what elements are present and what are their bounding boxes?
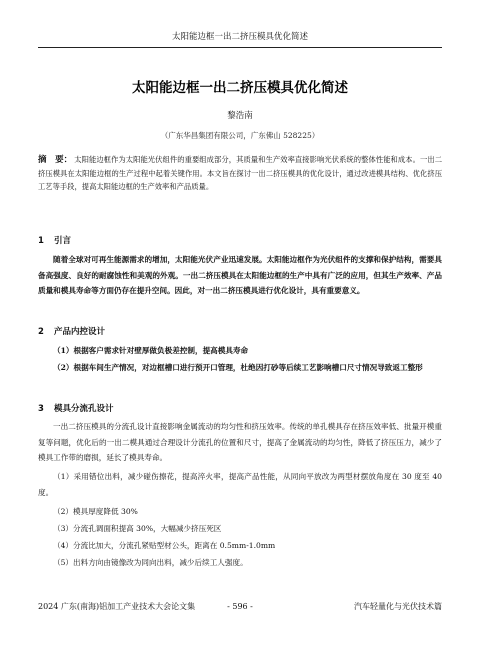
section-title: 产品内控设计 xyxy=(54,327,106,337)
control-item-2: （2）根据车间生产情况，对边框槽口进行预开口管理，杜绝因打砂等后续工艺影响槽口尺寸情况导致返工整形 xyxy=(53,363,423,372)
section-title: 引言 xyxy=(54,236,72,246)
section-number: 1 xyxy=(38,236,44,246)
control-item-1: （1）根据客户需求针对壁厚做负极差控制，提高模具寿命 xyxy=(53,346,249,355)
porthole-item-3: （3）分流孔调面积提高 30%，大幅减少挤压死区 xyxy=(53,524,222,533)
footer-section: 汽车轻量化与光伏技术篇 xyxy=(354,602,442,611)
porthole-item-4: （4）分流比加大，分流孔紧贴型材公头，距离在 0.5mm-1.0mm xyxy=(53,541,276,550)
section-number: 3 xyxy=(38,404,44,414)
affiliation: （广东华昌集团有限公司，广东佛山 528225） xyxy=(160,131,320,140)
running-head: 太阳能边框一出二挤压模具优化简述 xyxy=(38,32,442,48)
abstract xyxy=(38,153,442,193)
section-number: 2 xyxy=(38,327,44,337)
paper-title: 太阳能边框一出二挤压模具优化简述 xyxy=(132,80,348,96)
porthole-item-5: （5）出料方向由镜像改为同向出料，减少后续工人强度。 xyxy=(53,558,248,567)
porthole-item-1: （1）采用错位出料，减少碰伤擦花，提高淬火率，提高产品性能，从同向平放改为两型材摆放角度在 30 度至 40 度。 xyxy=(38,472,442,497)
section-heading-3 xyxy=(38,404,442,415)
portholes-paragraph: 一出二挤压模具的分流孔设计直接影响金属流动的均匀性和挤压效率。传统的单孔模具存在挤压效率低、批量开模重复等问题，优化后的一出二模具通过合理设计分流孔的位置和尺寸，提高了金属流动的均匀性，降低了挤压压力，减少了模具工作带的磨损，延长了模具寿命。 xyxy=(38,422,442,462)
section-heading-2 xyxy=(38,327,442,338)
porthole-item-2: （2）模具厚度降低 30% xyxy=(53,507,138,516)
section-title: 模具分流孔设计 xyxy=(54,404,114,414)
footer-proceedings: 2024 广东(南海)铝加工产业技术大会论文集 xyxy=(38,602,196,611)
intro-paragraph: 随着全球对可再生能源需求的增加，太阳能光伏产业迅速发展。太阳能边框作为光伏组件的支撑和保护结构，需要具备高强度、良好的耐腐蚀性和美观的外观。一出二挤压模具在太阳能边框的生产中具有广泛的应用，但其生产效率、产品质量和模具寿命等方面仍存在提升空间。因此，对一出二挤压模具进行优化设计，具有重要意义。 xyxy=(38,255,442,295)
section-heading-1 xyxy=(38,236,442,247)
page-number: - 596 - xyxy=(227,602,253,611)
abstract-label: 摘 要： xyxy=(38,155,73,165)
author: 黎浩南 xyxy=(227,111,253,121)
abstract-text: 太阳能边框作为太阳能光伏组件的重要组成部分，其质量和生产效率直接影响光伏系统的整体性能和成本。一出二挤压模具在太阳能边框的生产过程中起着关键作用。本文旨在探讨一出二挤压模具的优化设计，通过改进模具结构、优化挤压工艺等手段，提高太阳能边框的生产效率和产品质量。 xyxy=(38,155,442,191)
